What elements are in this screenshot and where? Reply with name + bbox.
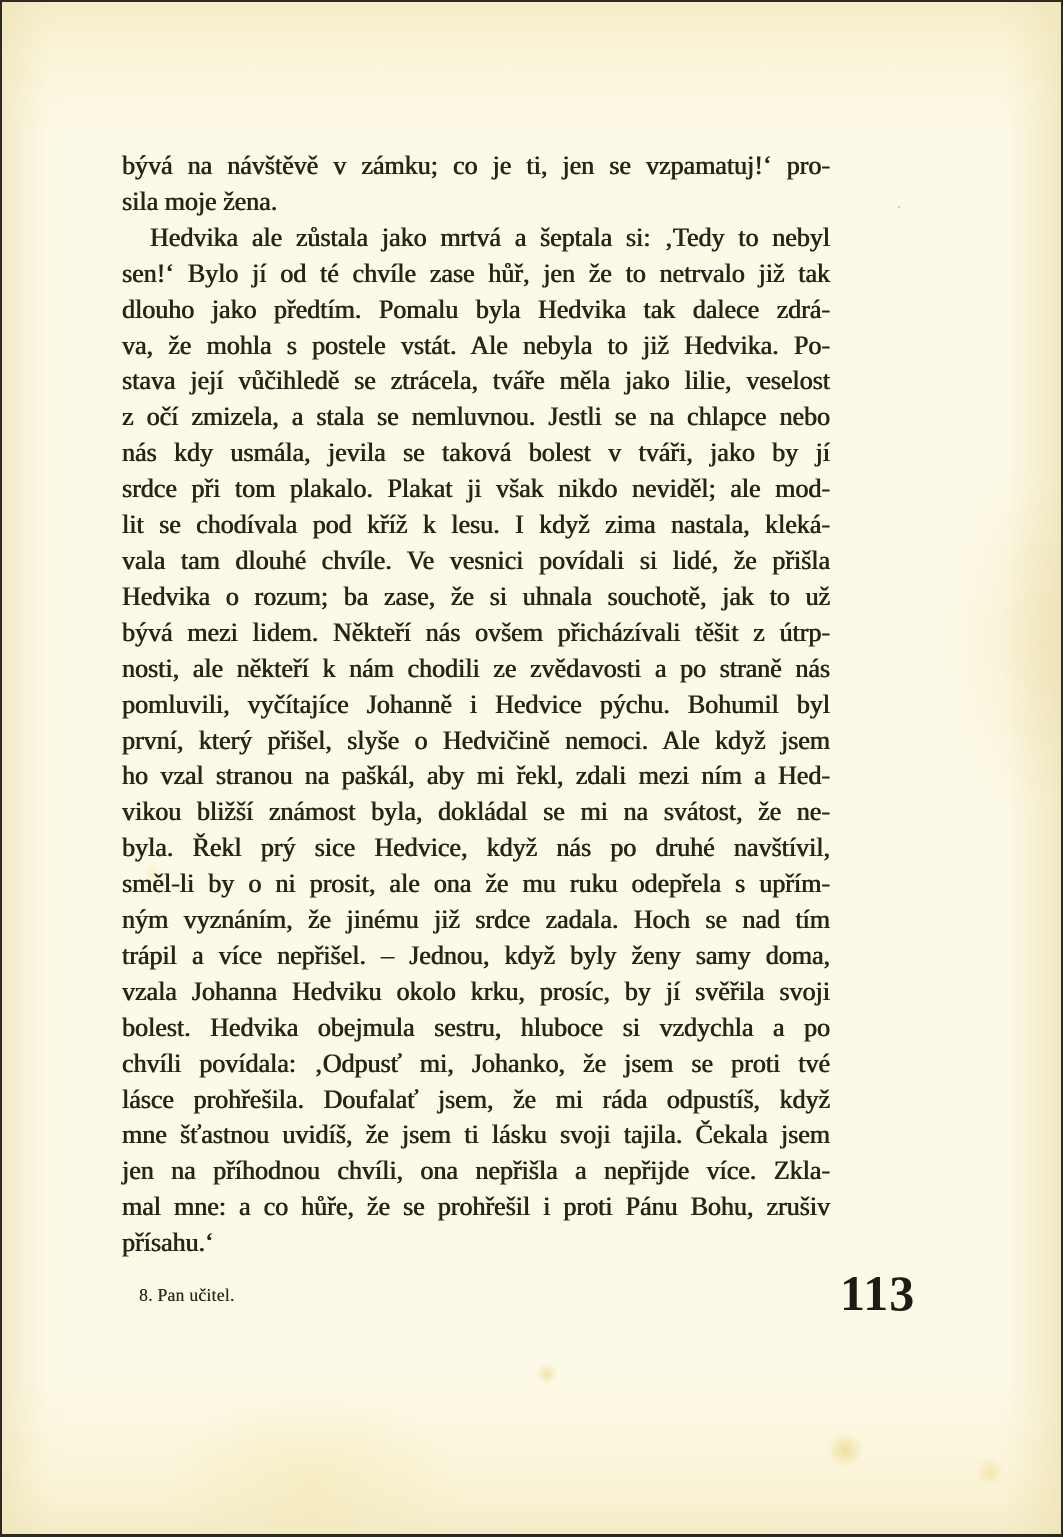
text-line: stava její vůčihledě se ztrácela, tváře měla jako lilie, veselost xyxy=(122,366,830,396)
text-line: vikou bližší známost byla, dokládal se mi na svátost, že ne- xyxy=(122,797,830,827)
paragraph xyxy=(122,220,830,1261)
page-text xyxy=(122,148,830,1261)
text-line: chvíli povídala: ‚Odpusť mi, Johanko, že jsem se proti tvé xyxy=(122,1048,830,1078)
paragraph xyxy=(122,148,830,220)
text-line: lit se chodívala pod kříž k lesu. I když zima nastala, kleká- xyxy=(122,510,830,540)
footer-signature: 8. Pan učitel. xyxy=(139,1285,235,1305)
text-line: bývá na návštěvě v zámku; co je ti, jen se vzpamatuj!‘ pro- xyxy=(122,151,830,180)
text-line: jen na příhodnou chvíli, ona nepřišla a nepřijde více. Zkla- xyxy=(122,1156,830,1186)
text-line: trápil a více nepřišel. – Jednou, když byly ženy samy doma, xyxy=(122,940,830,970)
text-line: mne šťastnou uvidíš, že jsem ti lásku svoji tajila. Čekala jsem xyxy=(122,1120,830,1150)
text-line: srdce při tom plakalo. Plakat ji však nikdo neviděl; ale mod- xyxy=(122,474,830,504)
text-line: byla. Řekl prý sice Hedvice, když nás po druhé navštívil, xyxy=(122,833,830,863)
text-line: nosti, ale někteří k nám chodili ze zvědavosti a po straně nás xyxy=(122,653,830,683)
text-line: bývá mezi lidem. Někteří nás ovšem přicházívali těšit z útrp- xyxy=(122,617,830,647)
page-number: 113 xyxy=(840,1265,916,1321)
text-line: vala tam dlouhé chvíle. Ve vesnici povídali si lidé, že přišla xyxy=(122,545,830,575)
text-line: sila moje žena. xyxy=(122,186,278,216)
text-line: vzala Johanna Hedviku okolo krku, prosíc, by jí svěřila svoji xyxy=(122,976,830,1006)
text-line: ným vyznáním, že jinému již srdce zadala. Hoch se nad tím xyxy=(122,905,830,935)
text-line: první, který přišel, slyše o Hedvičině nemoci. Ale když jsem xyxy=(122,725,830,755)
text-line: z očí zmizela, a stala se nemluvnou. Jestli se na chlapce nebo xyxy=(122,402,830,432)
text-line: pomluvili, vyčítajíce Johanně i Hedvice pýchu. Bohumil byl xyxy=(122,689,830,719)
text-line: dlouho jako předtím. Pomalu byla Hedvika tak dalece zdrá- xyxy=(122,294,830,324)
text-line: ho vzal stranou na paškál, aby mi řekl, zdali mezi ním a Hed- xyxy=(122,761,830,791)
text-line: sen!‘ Bylo jí od té chvíle zase hůř, jen že to netrvalo již tak xyxy=(122,258,830,288)
text-line: bolest. Hedvika obejmula sestru, hluboce si vzdychla a po xyxy=(122,1012,830,1042)
text-line: nás kdy usmála, jevila se taková bolest v tváři, jako by jí xyxy=(122,438,830,468)
text-line: přísahu.‘ xyxy=(122,1228,214,1258)
text-line: Hedvika o rozum; ba zase, že si uhnala souchotě, jak to už xyxy=(122,581,830,611)
text-line: Hedvika ale zůstala jako mrtvá a šeptala si: ‚Tedy to nebyl xyxy=(150,222,830,252)
text-line: směl-li by o ni prosit, ale ona že mu ruku odepřela s upřím- xyxy=(122,869,830,899)
text-line: va, že mohla s postele vstát. Ale nebyla to již Hedvika. Po- xyxy=(122,330,830,360)
text-line: mal mne: a co hůře, že se prohřešil i proti Pánu Bohu, zrušiv xyxy=(122,1192,830,1222)
text-line: lásce prohřešila. Doufalať jsem, že mi ráda odpustíš, když xyxy=(122,1084,830,1114)
